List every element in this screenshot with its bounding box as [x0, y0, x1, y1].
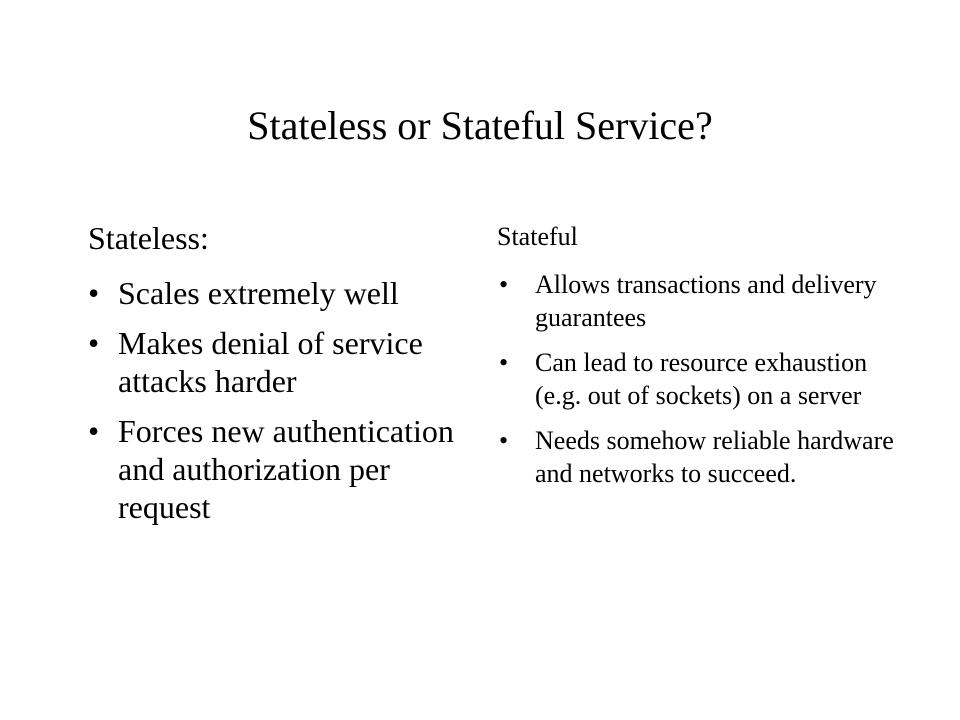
bullet-icon: • — [88, 275, 100, 311]
bullet-text: Makes denial of service attacks harder — [118, 325, 423, 399]
bullet-text: Scales extremely well — [118, 275, 399, 311]
list-item — [88, 412, 468, 526]
list-item — [497, 268, 897, 334]
left-column-heading: Stateless: — [88, 220, 209, 256]
right-column-heading: Stateful — [497, 222, 578, 251]
bullet-icon: • — [499, 348, 509, 377]
list-item — [88, 324, 468, 400]
bullet-icon: • — [499, 270, 509, 299]
bullet-text: Forces new authentication and authorization per request — [118, 413, 454, 525]
bullet-icon: • — [88, 413, 100, 449]
bullet-icon: • — [88, 325, 100, 361]
list-item — [497, 346, 897, 412]
list-item — [88, 274, 468, 312]
bullet-text: Allows transactions and delivery guarantees — [535, 270, 877, 332]
bullet-text: Can lead to resource exhaustion (e.g. out of sockets) on a server — [535, 348, 868, 410]
bullet-icon: • — [499, 426, 509, 455]
left-column — [88, 214, 468, 526]
slide-title: Stateless or Stateful Service? — [247, 103, 713, 148]
left-bullet-list — [88, 274, 468, 526]
list-item — [497, 424, 897, 490]
bullet-text: Needs somehow reliable hardware and networks to succeed. — [535, 426, 894, 488]
right-column — [497, 218, 897, 490]
right-bullet-list — [497, 268, 897, 490]
